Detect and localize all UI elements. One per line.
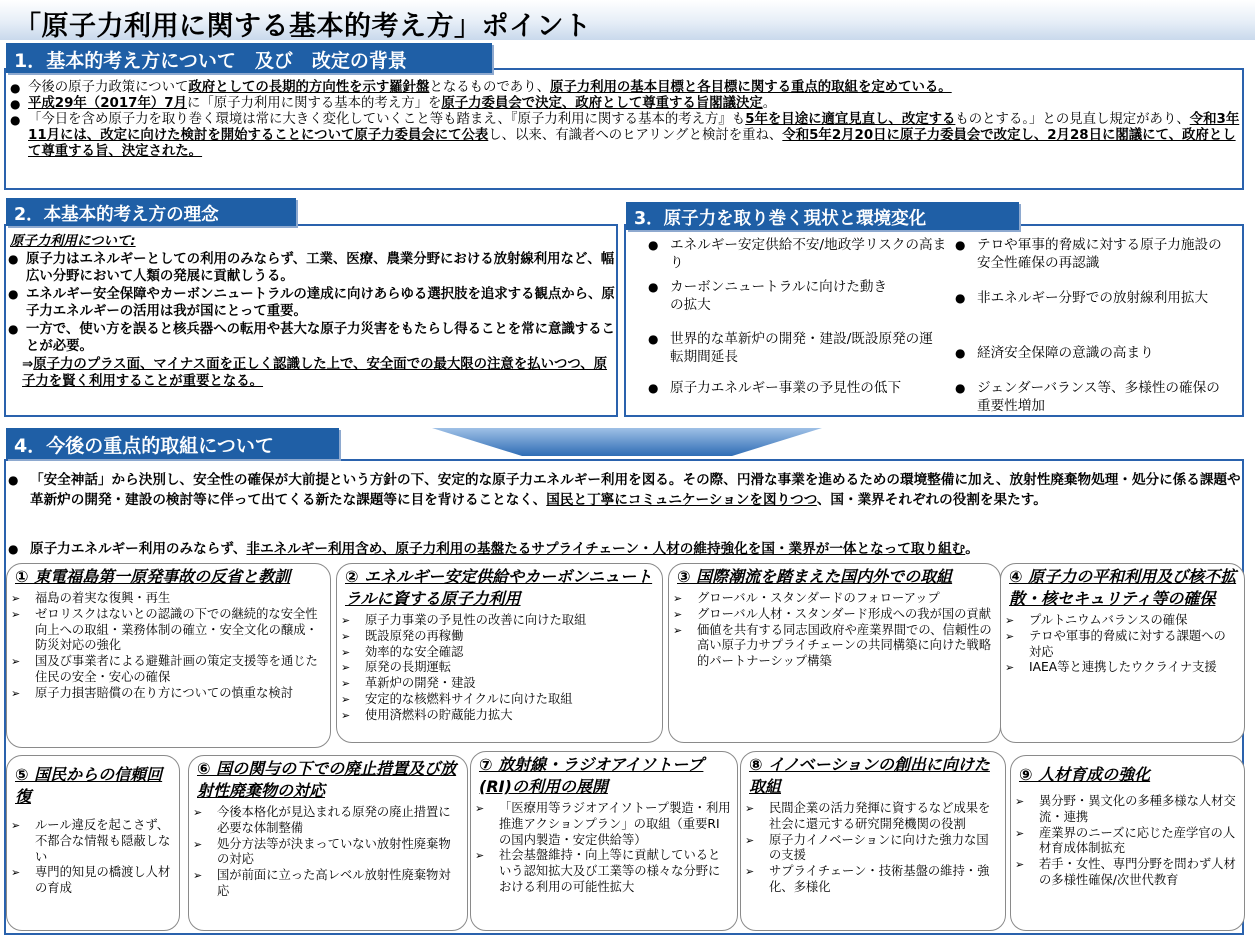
down-arrow-icon <box>432 428 822 456</box>
card-7 <box>470 751 738 931</box>
section3-left-item: ● カーボンニュートラルに向けた動きの拡大 <box>648 278 888 314</box>
card-item: ➢ 「医療用等ラジオアイソトープ製造・利用推進アクションプラン」の取組（重要RIの国内製造・安定供給等） <box>471 801 731 848</box>
card-item: ➢ 福島の着実な復興・再生 <box>7 591 324 607</box>
card-item: ➢ 既設原発の再稼働 <box>337 629 656 645</box>
card-title: ⑧ イノベーションの創出に向けた取組 <box>749 755 990 796</box>
section2-item: ● 一方で、使い方を誤ると核兵器への転用や甚大な原子力災害をもたらし得ることを常に意識することが必要。 <box>6 321 616 356</box>
card-2 <box>336 563 663 743</box>
section2-body <box>6 233 616 391</box>
card-item: ➢ グローバル人材・スタンダード形成への我が国の貢献 <box>669 607 994 623</box>
card-item: ➢ 社会基盤維持・向上等に貢献しているという認知拡大及び工業等の様々な分野における利用の可能性拡大 <box>471 848 731 895</box>
card-item: ➢ 今後本格化が見込まれる原発の廃止措置に必要な体制整備 <box>189 805 461 837</box>
card-title: ⑥ 国の関与の下での廃止措置及び放射性廃棄物の対応 <box>197 759 457 800</box>
card-9 <box>1010 755 1245 931</box>
card-title: ⑤ 国民からの信頼回復 <box>15 765 163 806</box>
section2-heading: 2．本基本的考え方の理念 <box>6 198 296 226</box>
card-item: ➢ 使用済燃料の貯蔵能力拡大 <box>337 708 656 724</box>
card-item: ➢ 専門的知見の橋渡し人材の育成 <box>7 865 173 897</box>
card-6 <box>188 755 468 931</box>
card-item: ➢ サプライチェーン・技術基盤の維持・強化、多様化 <box>741 864 999 896</box>
card-item: ➢ 若手・女性、専門分野を問わず人材の多様性確保/次世代教育 <box>1011 857 1238 889</box>
section3-left-item: ● 世界的な革新炉の開発・建設/既設原発の運転期間延長 <box>648 330 938 366</box>
section1-bullet-2: ● 平成29年（2017年）7月に「原子力利用に関する基本的考え方」を原子力委員会で決定、政府として尊重する旨閣議決定。 <box>6 96 1242 112</box>
card-item: ➢ 価値を共有する同志国政府や産業界間での、信頼性の高い原子力サプライチェーンの共同構築に向けた戦略的パートナーシップ構築 <box>669 623 994 670</box>
section4-bullet-1: ● 「安全神話」から決別し、安全性の確保が大前提という方針の下、安定的な原子力エネルギー利用を図る。その際、円滑な事業を進めるための環境整備に加え、放射性廃棄物処理・処分に係る課題や革新炉の開発・建設の検討等に伴って出てくる新たな課題等に目を背けることなく、国民と丁寧にコミュニケーションを図りつつ、国・業界それぞれの役割を果たす。 <box>6 470 1248 510</box>
card-title: ③ 国際潮流を踏まえた国内外での取組 <box>677 567 953 586</box>
section1-body <box>6 80 1242 160</box>
card-item: ➢ プルトニウムバランスの確保 <box>1001 613 1238 629</box>
section2-item: ● エネルギー安全保障やカーボンニュートラルの達成に向けあらゆる選択肢を追求する観点から、原子力エネルギーの活用は我が国にとって重要。 <box>6 286 616 321</box>
section2-subheading: 原子力利用について: <box>10 234 136 249</box>
section3-right-item: ● 非エネルギー分野での放射線利用拡大 <box>955 289 1225 307</box>
card-item: ➢ 原子力イノベーションに向けた強力な国の支援 <box>741 833 999 865</box>
section2-conclusion: ⇒原子力のプラス面、マイナス面を正しく認識した上で、安全面での最大限の注意を払いつつ、原子力を賢く利用することが重要となる。 <box>22 356 608 389</box>
section1-bullet-3: ● 「今日を含め原子力を取り巻く環境は常に大きく変化していくこと等も踏まえ、『原子力利用に関する基本的考え方』も5年を目途に適宜見直し、改定するものとする。」との見直し規定があり、令和3年11月には、改定に向けた検討を開始することについて原子力委員会にて公表し、以来、有識者へのヒアリングと検討を重ね、令和5年2月20日に原子力委員会で改定し、2月28日に閣議にて、政府として尊重する旨、決定された。 <box>6 112 1242 160</box>
card-item: ➢ ルール違反を起こさず、不都合な情報も隠蔽しない <box>7 818 173 865</box>
section3-left-item: ● 原子力エネルギー事業の予見性の低下 <box>648 379 928 397</box>
section4-heading: 4．今後の重点的取組について <box>6 428 339 459</box>
card-8 <box>740 751 1006 931</box>
section4-bullet-2-wrap <box>6 539 1250 559</box>
card-item: ➢ 異分野・異文化の多種多様な人材交流・連携 <box>1011 794 1238 826</box>
section3-right-item: ● ジェンダーバランス等、多様性の確保の重要性増加 <box>955 379 1225 415</box>
section3-right-item: ● 経済安全保障の意識の高まり <box>955 344 1225 362</box>
card-item: ➢ 原発の長期運転 <box>337 660 656 676</box>
card-item: ➢ 安定的な核燃料サイクルに向けた取組 <box>337 692 656 708</box>
section1-heading: 1．基本的考え方について 及び 改定の背景 <box>6 43 492 73</box>
card-5 <box>6 755 180 931</box>
card-item: ➢ 民間企業の活力発揮に資するなど成果を社会に還元する研究開発機関の役割 <box>741 801 999 833</box>
section4-bullet-2: ● 原子力エネルギー利用のみならず、非エネルギー利用含め、原子力利用の基盤たるサプライチェーン・人材の維持強化を国・業界が一体となって取り組む。 <box>6 539 1250 559</box>
card-item: ➢ 原子力事業の予見性の改善に向けた取組 <box>337 613 656 629</box>
card-item: ➢ 革新炉の開発・建設 <box>337 676 656 692</box>
section3-heading: 3．原子力を取り巻く現状と環境変化 <box>626 202 1019 230</box>
card-item: ➢ グローバル・スタンダードのフォローアップ <box>669 591 994 607</box>
card-1 <box>6 563 331 748</box>
card-title: ② エネルギー安定供給やカーボンニュートラルに資する原子力利用 <box>345 567 653 608</box>
page-title: 「原子力利用に関する基本的考え方」ポイント <box>14 11 592 42</box>
card-item: ➢ 国が前面に立った高レベル放射性廃棄物対応 <box>189 868 461 900</box>
card-item: ➢ 原子力損害賠償の在り方についての慎重な検討 <box>7 686 324 702</box>
card-4 <box>1000 563 1245 743</box>
section4-body <box>6 470 1248 510</box>
card-title: ⑨ 人材育成の強化 <box>1019 765 1151 784</box>
card-item: ➢ IAEA等と連携したウクライナ支援 <box>1001 660 1238 676</box>
section1-bullet-1: ● 今後の原子力政策について政府としての長期的方向性を示す羅針盤となるものであり、原子力利用の基本目標と各目標に関する重点的取組を定めている。 <box>6 80 1242 96</box>
card-title: ① 東電福島第一原発事故の反省と教訓 <box>15 567 291 586</box>
card-item: ➢ ゼロリスクはないとの認識の下での継続的な安全性向上への取組・業務体制の確立・安全文化の醸成・防災対応の強化 <box>7 607 324 654</box>
card-item: ➢ 国及び事業者による避難計画の策定支援等を通じた住民の安全・安心の確保 <box>7 654 324 686</box>
card-item: ➢ 効率的な安全確認 <box>337 645 656 661</box>
card-item: ➢ 処分方法等が決まっていない放射性廃棄物の対応 <box>189 837 461 869</box>
card-3 <box>668 563 1001 743</box>
section2-item: ● 原子力はエネルギーとしての利用のみならず、工業、医療、農業分野における放射線利用など、幅広い分野において人類の発展に貢献しうる。 <box>6 251 616 286</box>
section3-left-item: ● エネルギー安定供給不安/地政学リスクの高まり <box>648 236 948 272</box>
card-title: ⑦ 放射線・ラジオアイソトープ(RI)の利用の展開 <box>479 755 704 796</box>
card-item: ➢ テロや軍事的脅威に対する課題への対応 <box>1001 629 1238 661</box>
card-item: ➢ 産業界のニーズに応じた産学官の人材育成体制拡充 <box>1011 826 1238 858</box>
section3-right-item: ● テロや軍事的脅威に対する原子力施設の安全性確保の再認識 <box>955 236 1233 272</box>
card-title: ④ 原子力の平和利用及び核不拡散・核セキュリティ等の確保 <box>1009 567 1237 608</box>
